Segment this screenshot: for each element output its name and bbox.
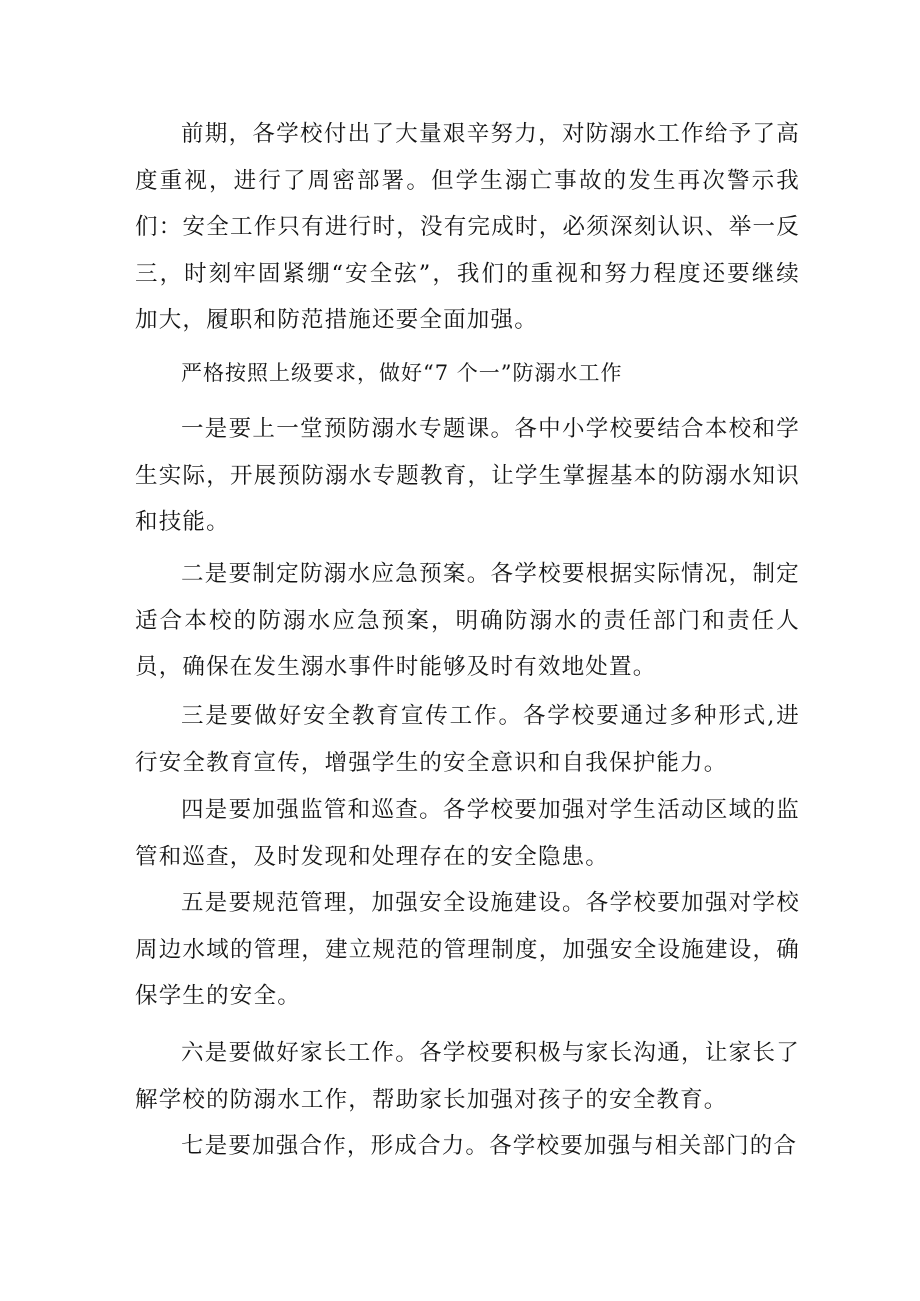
intro-paragraph: 前期，各学校付出了大量艰辛努力，对防溺水工作给予了高度重视，进行了周密部署。但学生溺亡事故的发生再次警示我们：安全工作只有进行时，没有完成时，必须深刻认识、举一反三，时刻牢固紧绷“安全弦”，我们的重视和努力程度还要继续加大，履职和防范措施还要全面加强。 [135,121,800,333]
item-paragraph-3: 三是要做好安全教育宣传工作。各学校要通过多种形式,进行安全教育宣传，增强学生的安全意识和自我保护能力。 [135,703,800,776]
item-paragraph-2: 二是要制定防溺水应急预案。各学校要根据实际情况，制定适合本校的防溺水应急预案，明确防溺水的责任部门和责任人员，确保在发生溺水事件时能够及时有效地处置。 [135,561,800,680]
item-paragraph-1: 一是要上一堂预防溺水专题课。各中小学校要结合本校和学生实际，开展预防溺水专题教育，让学生掌握基本的防溺水知识和技能。 [135,416,800,535]
section-heading: 严格按照上级要求，做好“7 个一”防溺水工作 [181,361,623,385]
item-paragraph-4: 四是要加强监管和巡查。各学校要加强对学生活动区域的监管和巡查，及时发现和处理存在的安全隐患。 [135,797,800,870]
item-paragraph-6: 六是要做好家长工作。各学校要积极与家长沟通，让家长了解学校的防溺水工作，帮助家长加强对孩子的安全教育。 [135,1040,800,1113]
item-paragraph-5: 五是要规范管理，加强安全设施建设。各学校要加强对学校周边水域的管理，建立规范的管理制度，加强安全设施建设，确保学生的安全。 [135,890,800,1009]
item-paragraph-7: 七是要加强合作，形成合力。各学校要加强与相关部门的合 [181,1133,798,1159]
